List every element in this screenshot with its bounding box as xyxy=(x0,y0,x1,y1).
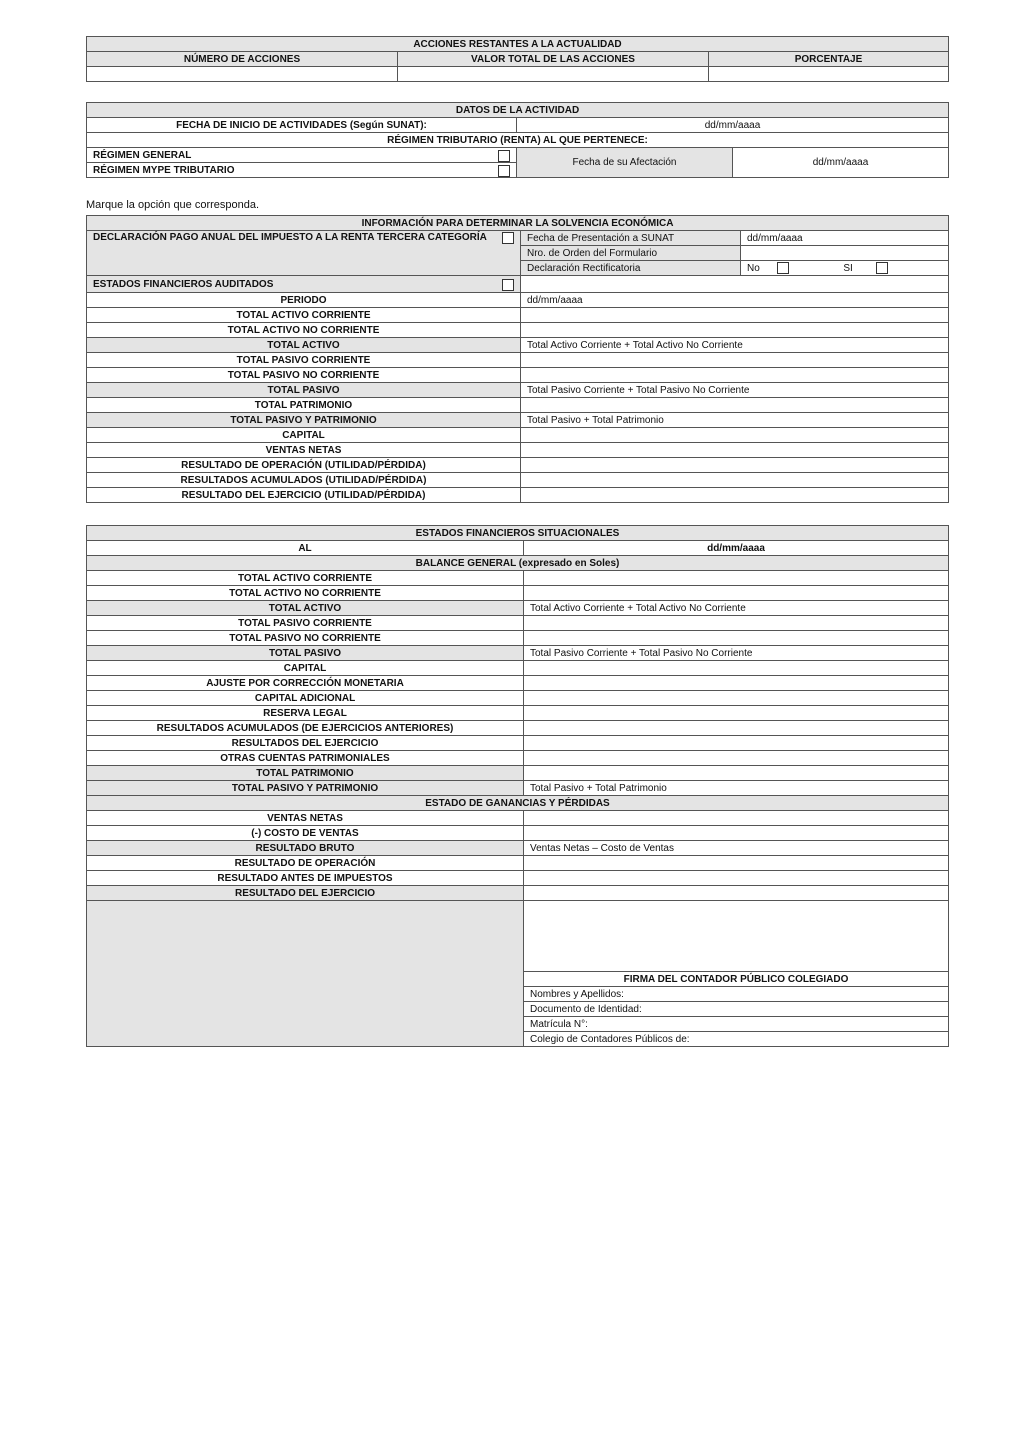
regimen-general-label: RÉGIMEN GENERAL xyxy=(93,149,192,161)
situacionales-table xyxy=(86,525,949,1047)
row-value-field[interactable] xyxy=(521,323,949,338)
row-label: TOTAL ACTIVO xyxy=(87,601,524,616)
table-row xyxy=(87,646,949,661)
declaracion-label: DECLARACIÓN PAGO ANUAL DEL IMPUESTO A LA RENTA TERCERA CATEGORÍA xyxy=(93,232,487,243)
solvencia-title: INFORMACIÓN PARA DETERMINAR LA SOLVENCIA ECONÓMICA xyxy=(87,216,949,231)
al-date-field[interactable]: dd/mm/aaaa xyxy=(524,541,949,556)
si-label: SI xyxy=(843,262,853,274)
auditados-checkbox[interactable] xyxy=(502,279,514,291)
row-label: (-) COSTO DE VENTAS xyxy=(87,826,524,841)
row-value-field[interactable] xyxy=(524,586,949,601)
table-row xyxy=(87,886,949,901)
table-row xyxy=(87,308,949,323)
table-row xyxy=(87,488,949,503)
table-row xyxy=(87,368,949,383)
row-label: CAPITAL xyxy=(87,661,524,676)
firma-nombres[interactable]: Nombres y Apellidos: xyxy=(524,987,949,1002)
row-value-field[interactable] xyxy=(521,488,949,503)
ganancias-title: ESTADO DE GANANCIAS Y PÉRDIDAS xyxy=(87,796,949,811)
fecha-presentacion-field[interactable]: dd/mm/aaaa xyxy=(741,231,949,246)
row-value-field[interactable] xyxy=(524,871,949,886)
row-label: RESULTADO DE OPERACIÓN xyxy=(87,856,524,871)
row-value-field[interactable] xyxy=(524,751,949,766)
fecha-afectacion-field[interactable]: dd/mm/aaaa xyxy=(733,148,949,178)
row-value-field[interactable] xyxy=(521,308,949,323)
blank-shaded-area xyxy=(87,901,524,1047)
table-row xyxy=(87,781,949,796)
firma-documento[interactable]: Documento de Identidad: xyxy=(524,1002,949,1017)
table-row xyxy=(87,751,949,766)
row-label: TOTAL PASIVO CORRIENTE xyxy=(87,616,524,631)
row-value-field[interactable] xyxy=(524,886,949,901)
row-value-field[interactable] xyxy=(524,736,949,751)
solvencia-table xyxy=(86,215,949,503)
row-label: RESULTADO DE OPERACIÓN (UTILIDAD/PÉRDIDA) xyxy=(87,458,521,473)
nro-orden-label: Nro. de Orden del Formulario xyxy=(521,246,741,261)
row-label: CAPITAL ADICIONAL xyxy=(87,691,524,706)
row-label: OTRAS CUENTAS PATRIMONIALES xyxy=(87,751,524,766)
declaracion-cell xyxy=(87,231,521,276)
row-value-field[interactable] xyxy=(524,811,949,826)
table-row xyxy=(87,443,949,458)
row-label: TOTAL PASIVO Y PATRIMONIO xyxy=(87,413,521,428)
row-value-field[interactable] xyxy=(524,826,949,841)
table-row xyxy=(87,676,949,691)
instruction-note: Marque la opción que corresponda. xyxy=(86,199,260,211)
table-row xyxy=(87,323,949,338)
table-row xyxy=(87,661,949,676)
row-label: RESULTADOS ACUMULADOS (DE EJERCICIOS ANTERIORES) xyxy=(87,721,524,736)
row-value-field[interactable] xyxy=(521,368,949,383)
row-value-field[interactable] xyxy=(524,631,949,646)
row-label: TOTAL PASIVO xyxy=(87,383,521,398)
row-label: AJUSTE POR CORRECCIÓN MONETARIA xyxy=(87,676,524,691)
row-value-field[interactable]: Total Activo Corriente + Total Activo No Corriente xyxy=(521,338,949,353)
row-label: TOTAL PATRIMONIO xyxy=(87,398,521,413)
col-numero-acciones: NÚMERO DE ACCIONES xyxy=(87,52,398,67)
row-value-field[interactable]: Total Pasivo Corriente + Total Pasivo No Corriente xyxy=(521,383,949,398)
fecha-inicio-field[interactable]: dd/mm/aaaa xyxy=(517,118,949,133)
actividad-title: DATOS DE LA ACTIVIDAD xyxy=(87,103,949,118)
row-label: TOTAL PATRIMONIO xyxy=(87,766,524,781)
table-row xyxy=(87,691,949,706)
firma-matricula[interactable]: Matrícula N°: xyxy=(524,1017,949,1032)
row-value-field[interactable] xyxy=(524,766,949,781)
row-label: CAPITAL xyxy=(87,428,521,443)
row-value-field[interactable] xyxy=(521,353,949,368)
row-value-field[interactable]: Total Pasivo Corriente + Total Pasivo No Corriente xyxy=(524,646,949,661)
table-row xyxy=(87,571,949,586)
numero-acciones-field[interactable] xyxy=(87,67,398,82)
fecha-inicio-label: FECHA DE INICIO DE ACTIVIDADES (Según SUNAT): xyxy=(87,118,517,133)
row-value-field[interactable] xyxy=(524,706,949,721)
regimen-mype-label: RÉGIMEN MYPE TRIBUTARIO xyxy=(93,164,235,176)
row-value-field[interactable]: dd/mm/aaaa xyxy=(521,293,949,308)
row-value-field[interactable] xyxy=(524,661,949,676)
table-row xyxy=(87,413,949,428)
no-label: No xyxy=(747,262,760,274)
row-value-field[interactable] xyxy=(521,428,949,443)
table-row xyxy=(87,706,949,721)
regimen-mype-row xyxy=(87,163,517,178)
row-label: RESULTADOS ACUMULADOS (UTILIDAD/PÉRDIDA) xyxy=(87,473,521,488)
table-row xyxy=(87,856,949,871)
regimen-general-checkbox[interactable] xyxy=(498,150,510,162)
row-value-field[interactable] xyxy=(521,473,949,488)
no-checkbox[interactable] xyxy=(777,262,789,274)
row-value-field[interactable] xyxy=(524,691,949,706)
fecha-afectacion-label: Fecha de su Afectación xyxy=(517,148,733,178)
row-label: RESULTADO BRUTO xyxy=(87,841,524,856)
acciones-table xyxy=(86,36,949,82)
table-row xyxy=(87,353,949,368)
balance-title: BALANCE GENERAL (expresado en Soles) xyxy=(87,556,949,571)
auditados-cell xyxy=(87,276,521,293)
row-label: RESULTADOS DEL EJERCICIO xyxy=(87,736,524,751)
row-label: RESERVA LEGAL xyxy=(87,706,524,721)
regimen-title: RÉGIMEN TRIBUTARIO (RENTA) AL QUE PERTENECE: xyxy=(87,133,949,148)
auditados-label: ESTADOS FINANCIEROS AUDITADOS xyxy=(93,278,274,290)
col-porcentaje: PORCENTAJE xyxy=(709,52,949,67)
table-row xyxy=(87,601,949,616)
row-label: TOTAL ACTIVO NO CORRIENTE xyxy=(87,323,521,338)
row-label: TOTAL ACTIVO NO CORRIENTE xyxy=(87,586,524,601)
row-value-field[interactable] xyxy=(524,721,949,736)
row-label: VENTAS NETAS xyxy=(87,443,521,458)
rectificatoria-label: Declaración Rectificatoria xyxy=(521,261,741,276)
fecha-presentacion-label: Fecha de Presentación a SUNAT xyxy=(521,231,741,246)
regimen-general-row xyxy=(87,148,517,163)
table-row xyxy=(87,721,949,736)
row-value-field[interactable] xyxy=(521,398,949,413)
actividad-table xyxy=(86,102,949,178)
al-label: AL xyxy=(87,541,524,556)
table-row xyxy=(87,293,949,308)
row-value-field[interactable] xyxy=(521,458,949,473)
table-row xyxy=(87,458,949,473)
row-value-field[interactable] xyxy=(524,616,949,631)
row-label: VENTAS NETAS xyxy=(87,811,524,826)
table-row xyxy=(87,616,949,631)
table-row xyxy=(87,383,949,398)
table-row xyxy=(87,826,949,841)
row-label: TOTAL ACTIVO xyxy=(87,338,521,353)
firma-space[interactable] xyxy=(524,901,949,972)
table-row xyxy=(87,631,949,646)
col-valor-total: VALOR TOTAL DE LAS ACCIONES xyxy=(398,52,709,67)
firma-title: FIRMA DEL CONTADOR PÚBLICO COLEGIADO xyxy=(524,972,949,987)
table-row xyxy=(87,473,949,488)
table-row xyxy=(87,841,949,856)
row-value-field[interactable]: Total Pasivo + Total Patrimonio xyxy=(521,413,949,428)
table-row xyxy=(87,871,949,886)
auditados-field[interactable] xyxy=(521,276,949,293)
firma-colegio[interactable]: Colegio de Contadores Públicos de: xyxy=(524,1032,949,1047)
row-label: RESULTADO DEL EJERCICIO xyxy=(87,886,524,901)
table-row xyxy=(87,398,949,413)
declaracion-checkbox[interactable] xyxy=(502,232,514,244)
nro-orden-field[interactable] xyxy=(741,246,949,261)
row-label: TOTAL ACTIVO CORRIENTE xyxy=(87,571,524,586)
rectificatoria-options xyxy=(741,261,949,276)
table-row xyxy=(87,811,949,826)
valor-total-field[interactable] xyxy=(398,67,709,82)
regimen-mype-checkbox[interactable] xyxy=(498,165,510,177)
row-label: TOTAL PASIVO NO CORRIENTE xyxy=(87,631,524,646)
table-row xyxy=(87,428,949,443)
row-value-field[interactable]: Ventas Netas – Costo de Ventas xyxy=(524,841,949,856)
table-row xyxy=(87,338,949,353)
row-value-field[interactable] xyxy=(521,443,949,458)
row-value-field[interactable]: Total Activo Corriente + Total Activo No Corriente xyxy=(524,601,949,616)
row-value-field[interactable]: Total Pasivo + Total Patrimonio xyxy=(524,781,949,796)
porcentaje-field[interactable] xyxy=(709,67,949,82)
table-row xyxy=(87,766,949,781)
row-value-field[interactable] xyxy=(524,676,949,691)
row-label: RESULTADO DEL EJERCICIO (UTILIDAD/PÉRDIDA) xyxy=(87,488,521,503)
table-row xyxy=(87,736,949,751)
row-label: TOTAL ACTIVO CORRIENTE xyxy=(87,308,521,323)
row-value-field[interactable] xyxy=(524,856,949,871)
table-row xyxy=(87,586,949,601)
row-label: TOTAL PASIVO xyxy=(87,646,524,661)
situacionales-title: ESTADOS FINANCIEROS SITUACIONALES xyxy=(87,526,949,541)
si-checkbox[interactable] xyxy=(876,262,888,274)
row-label: TOTAL PASIVO CORRIENTE xyxy=(87,353,521,368)
row-label: RESULTADO ANTES DE IMPUESTOS xyxy=(87,871,524,886)
acciones-title: ACCIONES RESTANTES A LA ACTUALIDAD xyxy=(87,37,949,52)
row-label: PERIODO xyxy=(87,293,521,308)
row-label: TOTAL PASIVO Y PATRIMONIO xyxy=(87,781,524,796)
row-value-field[interactable] xyxy=(524,571,949,586)
row-label: TOTAL PASIVO NO CORRIENTE xyxy=(87,368,521,383)
